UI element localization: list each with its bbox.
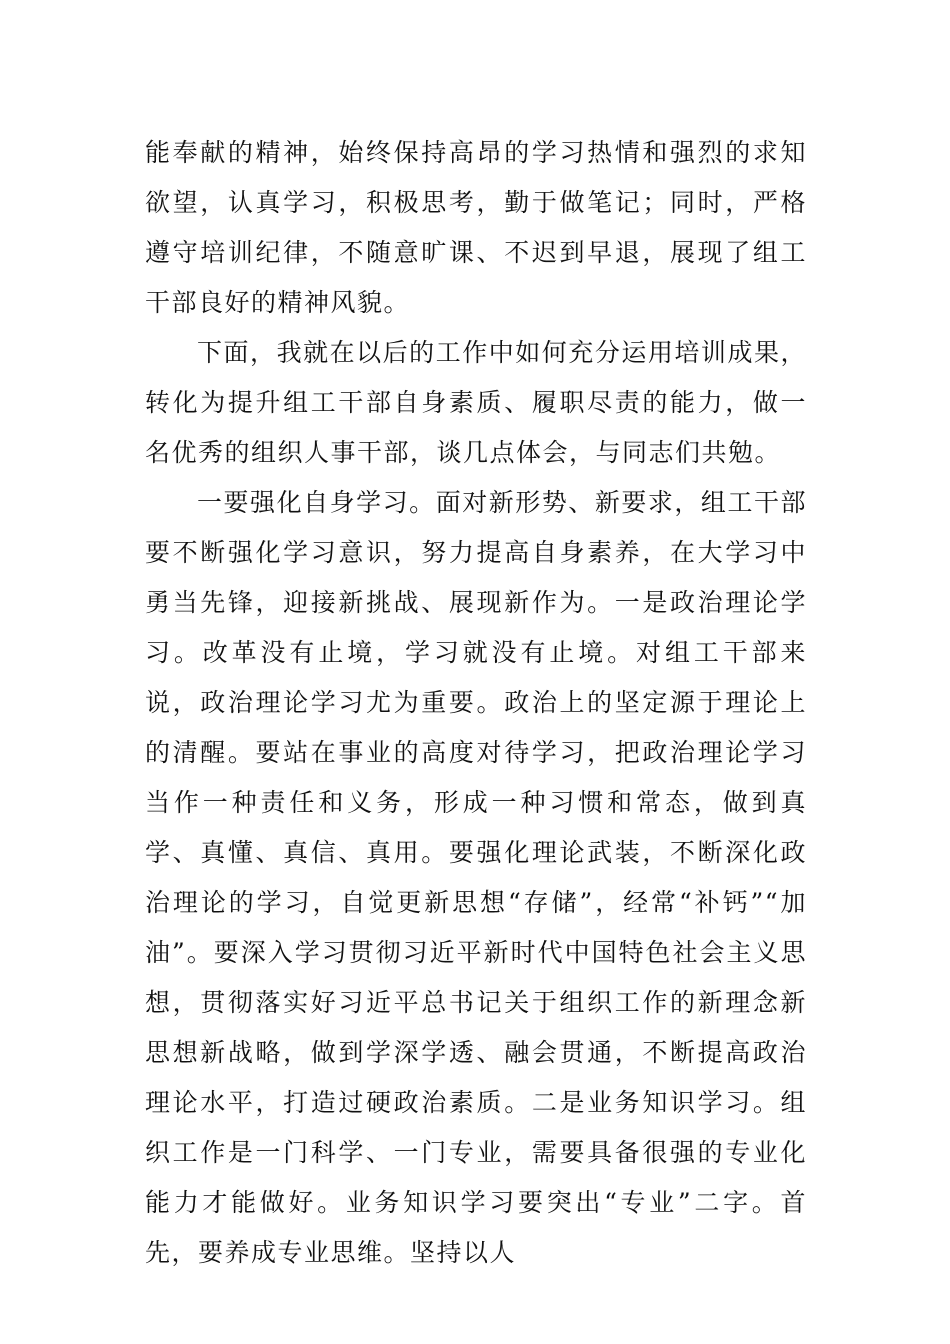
paragraph-3: 一要强化自身学习。面对新形势、新要求，组工干部要不断强化学习意识，努力提高自身素养，在大学习中勇当先锋，迎接新挑战、展现新作为。一是政治理论学习。改革没有止境，学习就没有止境。对组工干部来说，政治理论学习尤为重要。政治上的坚定源于理论上的清醒。要站在事业的高度对待学习，把政治理论学习当作一种责任和义务，形成一种习惯和常态，做到真学、真懂、真信、真用。要强化理论武装，不断深化政治理论的学习，自觉更新思想“存储”，经常“补钙”“加油”。要深入学习贯彻习近平新时代中国特色社会主义思想，贯彻落实好习近平总书记关于组织工作的新理念新思想新战略，做到学深学透、融会贯通，不断提高政治理论水平，打造过硬政治素质。二是业务知识学习。组织工作是一门科学、一门专业，需要具备很强的专业化能力才能做好。业务知识学习要突出“专业”二字。首先，要养成专业思维。坚持以人	[145, 488, 807, 1267]
paragraph-1: 能奉献的精神，始终保持高昂的学习热情和强烈的求知欲望，认真学习，积极思考，勤于做笔记；同时，严格遵守培训纪律，不随意旷课、不迟到早退，展现了组工干部良好的精神风貌。	[145, 138, 807, 317]
paragraph-2: 下面，我就在以后的工作中如何充分运用培训成果，转化为提升组工干部自身素质、履职尽责的能力，做一名优秀的组织人事干部，谈几点体会，与同志们共勉。	[145, 338, 807, 467]
document-body	[145, 128, 807, 1278]
